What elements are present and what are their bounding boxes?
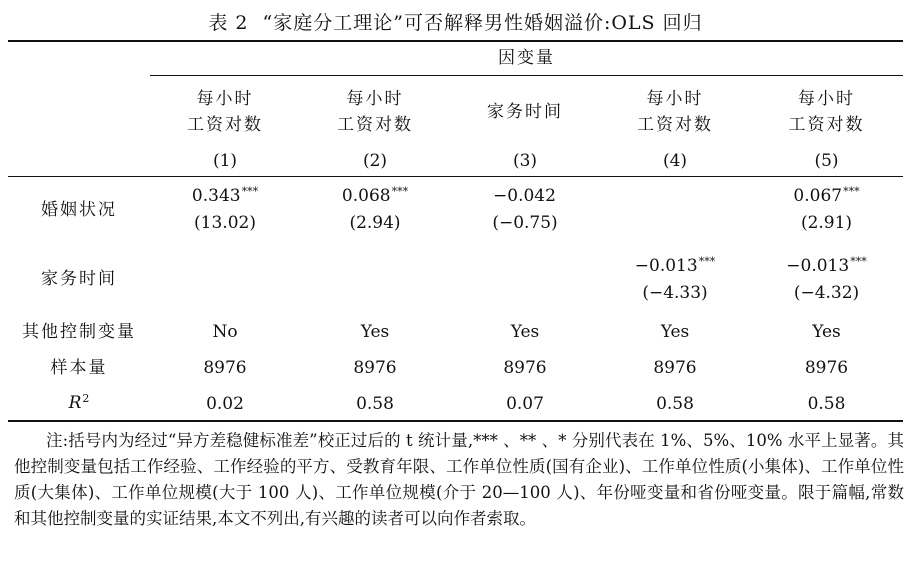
col-1-number: (1) <box>212 151 238 171</box>
col-3-line1: 家务时间 <box>487 102 563 122</box>
row-label-housework: 家务时间 <box>41 269 117 289</box>
dependent-variable-header: 因变量 <box>498 48 555 68</box>
col-4-number: (4) <box>662 151 688 171</box>
bottom-rule <box>8 420 903 422</box>
marriage-coef-2: 0.068*** <box>341 185 409 206</box>
top-rule <box>8 40 903 42</box>
col-2-line1: 每小时 <box>346 89 404 109</box>
r-squared-2: 0.58 <box>356 394 394 414</box>
col-5-line2: 工资对数 <box>788 115 865 135</box>
col-5-line1: 每小时 <box>798 89 855 109</box>
col-1-line1: 每小时 <box>196 89 254 109</box>
col-4-line1: 每小时 <box>646 89 704 109</box>
marriage-t-1: (13.02) <box>194 213 256 233</box>
r-squared-4: 0.58 <box>656 394 694 414</box>
table-caption <box>0 8 911 35</box>
row-label-marriage: 婚姻状况 <box>41 200 117 220</box>
col-1-line2: 工资对数 <box>187 115 263 135</box>
table-label: 表 2 <box>208 12 249 34</box>
table-title: “家庭分工理论”可否解释男性婚姻溢价:OLS 回归 <box>262 12 703 34</box>
controls-2: Yes <box>360 322 390 342</box>
col-2-number: (2) <box>362 151 388 171</box>
marriage-t-2: (2.94) <box>349 213 401 233</box>
row-label-sample-size: 样本量 <box>50 358 108 378</box>
col-4-line2: 工资对数 <box>637 115 713 135</box>
marriage-coef-5: 0.067*** <box>793 185 860 206</box>
controls-1: No <box>212 322 238 342</box>
sample-size-3: 8976 <box>503 358 547 378</box>
marriage-t-5: (2.91) <box>800 213 853 233</box>
header-sub-rule <box>150 75 903 76</box>
row-label-r-squared: $R^2$ <box>68 392 90 413</box>
housework-coef-4: −0.013*** <box>634 255 716 276</box>
col-5-number: (5) <box>814 151 839 171</box>
controls-5: Yes <box>812 322 841 342</box>
col-3-number: (3) <box>512 151 538 171</box>
sample-size-1: 8976 <box>203 358 247 378</box>
sample-size-2: 8976 <box>353 358 397 378</box>
col-2-line2: 工资对数 <box>337 115 413 135</box>
controls-3: Yes <box>510 322 540 342</box>
controls-4: Yes <box>660 322 690 342</box>
sample-size-4: 8976 <box>653 358 697 378</box>
row-label-controls: 其他控制变量 <box>22 322 136 342</box>
r-squared-3: 0.07 <box>506 394 544 414</box>
sample-size-5: 8976 <box>804 358 849 378</box>
housework-t-5: (−4.32) <box>793 283 860 303</box>
housework-t-4: (−4.33) <box>642 283 708 303</box>
header-rule <box>8 176 903 177</box>
housework-coef-5: −0.013*** <box>786 255 867 276</box>
marriage-t-3: (−0.75) <box>492 213 558 233</box>
r-squared-5: 0.58 <box>807 394 846 414</box>
table-note: 注:括号内为经过“异方差稳健标准差”校正过后的 t 统计量,*** 、** 、* 分别代表在 1%、5%、10% 水平上显著。其他控制变量包括工作经验、工作经验的平方、受教育年限、工作单位性质(国有企业)、工作单位性质(小集体)、工作单位性质(大集体)、工作单位规模(大于 100 人)、工作单位规模(介于 20—100 人)、年份哑变量和省份哑变量。限于篇幅,常数和其他控制变量的实证结果,本文不列出,有兴趣的读者可以向作者索取。 <box>14 431 904 528</box>
r-squared-1: 0.02 <box>206 394 244 414</box>
marriage-coef-3: −0.042 <box>493 186 556 206</box>
marriage-coef-1: 0.343*** <box>191 185 259 206</box>
